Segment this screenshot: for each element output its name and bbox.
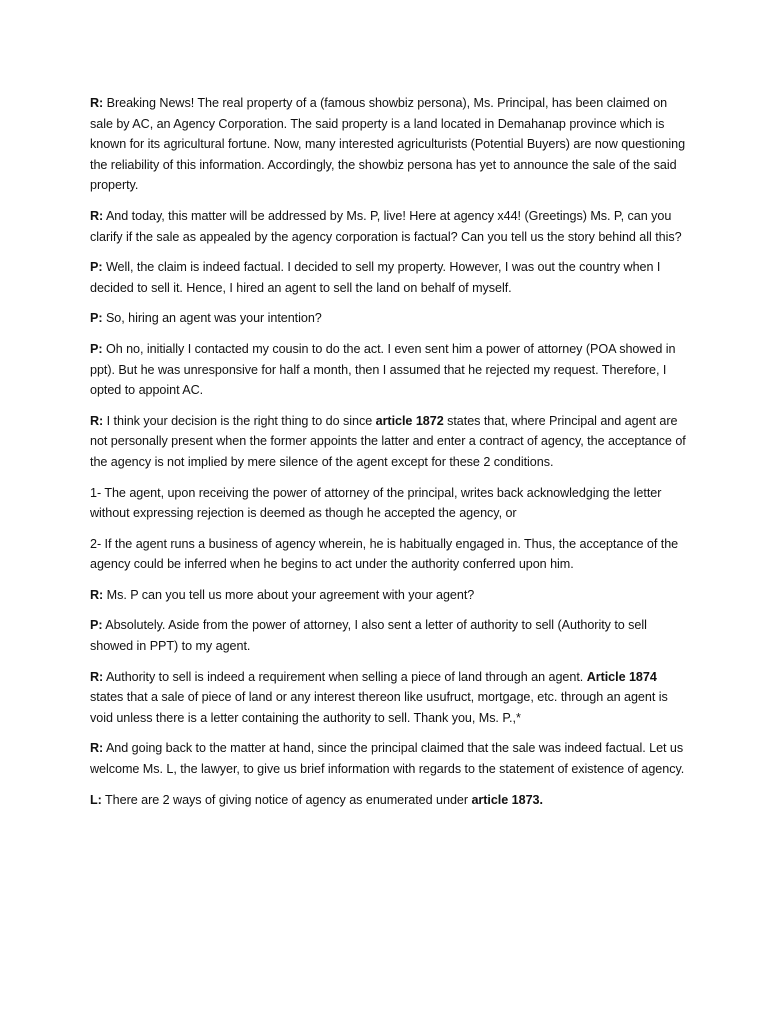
speaker-label: P: [90,260,103,275]
paragraph [90,257,688,298]
speaker-label: P: [90,311,103,326]
paragraph [90,206,688,247]
paragraph [90,667,688,729]
article-reference: article 1872 [375,413,444,428]
paragraph [90,483,688,524]
paragraph [90,308,688,329]
paragraph-text: So, hiring an agent was your intention? [102,311,322,326]
paragraph-text: states that a sale of piece of land or any interest thereon like usufruct, mortgage, etc. through an agent is void unless there is a letter containing the authority to sell. Thank you, Ms. P.,* [90,690,668,725]
speaker-label: R: [90,741,104,756]
paragraph [90,411,688,473]
paragraph [90,615,688,656]
speaker-label: R: [90,96,104,110]
paragraph [90,585,688,606]
speaker-label: R: [90,413,104,428]
article-reference: article 1873. [471,792,543,807]
paragraph [90,93,688,196]
speaker-label: L: [90,792,102,807]
paragraph [90,790,688,811]
speaker-label: R: [90,208,104,223]
paragraph-text: And going back to the matter at hand, since the principal claimed that the sale was indeed factual. Let us welcome Ms. L, the lawyer, to give us brief information with regards to the statement of existence of agency. [90,741,685,777]
paragraph-text: Absolutely. Aside from the power of attorney, I also sent a letter of authority to sell (Authority to sell showed in PPT) to my agent. [90,618,647,654]
paragraph-text: And today, this matter will be addressed by Ms. P, live! Here at agency x44! (Greetings) Ms. P, can you clarify if the sale as appealed by the agency corporation is factual? Can you tell us the story behind all this? [90,208,682,244]
paragraph-text: Authority to sell is indeed a requirement when selling a piece of land through an agent. [103,669,587,684]
speaker-label: R: [90,669,104,684]
paragraph-text: Oh no, initially I contacted my cousin to do the act. I even sent him a power of attorney (POA showed in ppt). But he was unresponsive for half a month, then I assumed that he rejected my request. Therefore, I opted to appoint AC. [90,341,676,398]
paragraph [90,534,688,575]
paragraph-text: I think your decision is the right thing to do since [103,413,376,428]
paragraph-text: There are 2 ways of giving notice of agency as enumerated under [101,792,472,807]
speaker-label: P: [90,341,103,356]
paragraph [90,339,688,401]
paragraph-text: 1- The agent, upon receiving the power of attorney of the principal, writes back acknowledging the letter without expressing rejection is deemed as though he accepted the agency, or [90,485,662,521]
speaker-label: P: [90,618,103,633]
paragraph-text: states that, where Principal and agent are not personally present when the former appoints the latter and enter a contract of agency, the acceptance of the agency is not implied by mere silence of the agent except for these 2 conditions. [90,413,686,469]
paragraph-text: Well, the claim is indeed factual. I decided to sell my property. However, I was out the country when I decided to sell it. Hence, I hired an agent to sell the land on behalf of myself. [90,260,661,295]
paragraph [90,738,688,779]
speaker-label: R: [90,587,104,602]
paragraph-text: 2- If the agent runs a business of agency wherein, he is habitually engaged in. Thus, the acceptance of the agency could be inferred when he begins to act under the authority conferred upon him. [90,536,679,572]
article-reference: Article 1874 [586,669,657,684]
paragraph-text: Ms. P can you tell us more about your agreement with your agent? [103,587,475,602]
paragraph-text: Breaking News! The real property of a (famous showbiz persona), Ms. Principal, has been claimed on sale by AC, an Agency Corporation. The said property is a land located in Demahanap province which is known for its agricultural fortune. Now, many interested agriculturists (Potential Buyers) are now questioning the reliability of this information. Accordingly, the showbiz persona has yet to announce the sale of the said property. [90,96,686,193]
